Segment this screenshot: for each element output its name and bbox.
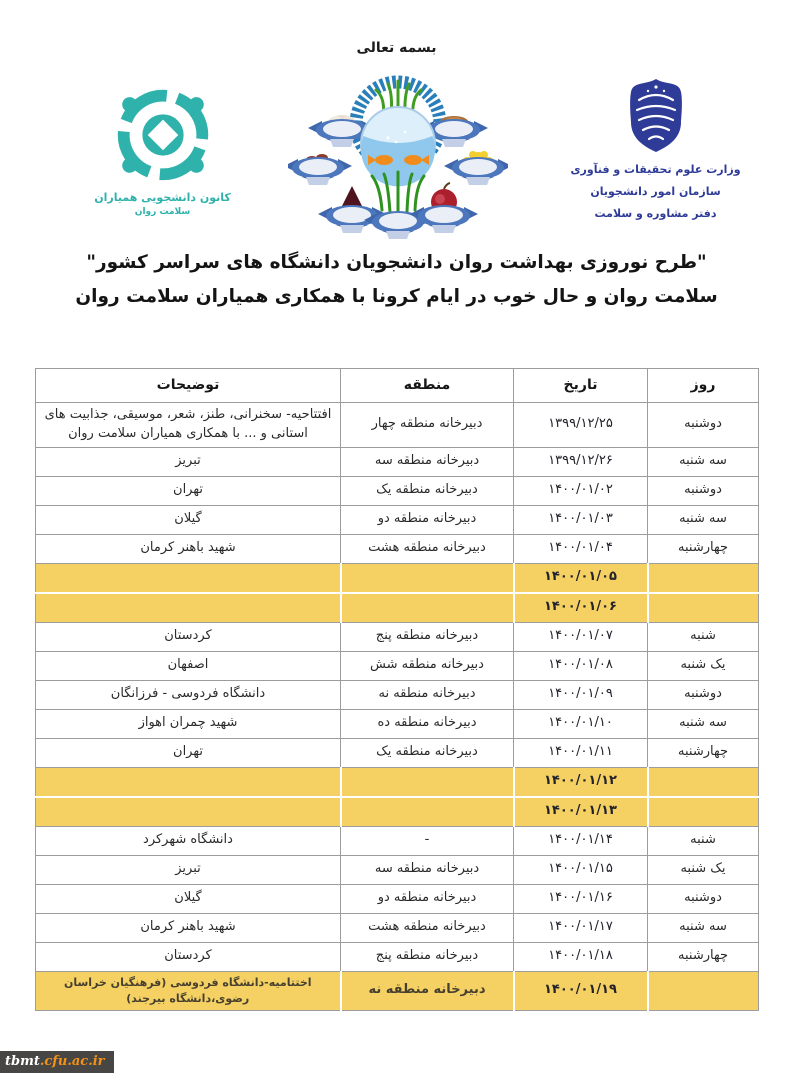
cell-description: گیلان bbox=[36, 505, 341, 534]
cell-description bbox=[36, 593, 341, 623]
cell-region bbox=[341, 563, 514, 593]
table-row bbox=[36, 767, 759, 797]
site-watermark bbox=[0, 1051, 114, 1073]
table-row bbox=[36, 593, 759, 623]
hamyaran-logo-title: کانون دانشجویی همیاران bbox=[94, 191, 231, 204]
cell-date: ۱۴۰۰/۰۱/۱۶ bbox=[514, 884, 648, 913]
table-row bbox=[36, 709, 759, 738]
title-line-1: "طرح نوروزی بهداشت روان دانشجویان دانشگاه های سراسر کشور" bbox=[86, 252, 707, 273]
cell-date: ۱۴۰۰/۰۱/۱۷ bbox=[514, 913, 648, 942]
cell-description: تهران bbox=[36, 476, 341, 505]
table-row bbox=[36, 855, 759, 884]
table-row bbox=[36, 651, 759, 680]
cell-region: دبیرخانه منطقه دو bbox=[341, 505, 514, 534]
cell-day: سه شنبه bbox=[648, 913, 759, 942]
cell-date: ۱۴۰۰/۰۱/۱۱ bbox=[514, 738, 648, 767]
cell-date: ۱۴۰۰/۰۱/۱۳ bbox=[514, 797, 648, 827]
cell-date: ۱۴۰۰/۰۱/۰۳ bbox=[514, 505, 648, 534]
cell-region: دبیرخانه منطقه یک bbox=[341, 476, 514, 505]
cell-day: شنبه bbox=[648, 826, 759, 855]
watermark-site-prefix: tbmt bbox=[5, 1054, 40, 1069]
cell-day: سه شنبه bbox=[648, 709, 759, 738]
column-header-description: توضیحات bbox=[36, 369, 341, 403]
hamyaran-logo bbox=[90, 76, 235, 217]
cell-date: ۱۴۰۰/۰۱/۱۲ bbox=[514, 767, 648, 797]
cell-description: گیلان bbox=[36, 884, 341, 913]
table-row bbox=[36, 971, 759, 1010]
cell-day bbox=[648, 563, 759, 593]
cell-region bbox=[341, 593, 514, 623]
cell-region: دبیرخانه منطقه سه bbox=[341, 855, 514, 884]
cell-date: ۱۳۹۹/۱۲/۲۵ bbox=[514, 403, 648, 448]
table-row bbox=[36, 942, 759, 971]
cell-description: افتتاحیه- سخنرانی، طنز، شعر، موسیقی، جذابیت های استانی و ... با همکاری همیاران سلامت روان bbox=[36, 403, 341, 448]
cell-description: اختتامیه-دانشگاه فردوسی (فرهنگیان خراسان رضوی،دانشگاه بیرجند) bbox=[36, 971, 341, 1010]
cell-day: شنبه bbox=[648, 622, 759, 651]
cell-day bbox=[648, 971, 759, 1010]
cell-date: ۱۴۰۰/۰۱/۰۵ bbox=[514, 563, 648, 593]
cell-day bbox=[648, 797, 759, 827]
cell-date: ۱۴۰۰/۰۱/۱۰ bbox=[514, 709, 648, 738]
cell-region: دبیرخانه منطقه شش bbox=[341, 651, 514, 680]
table-row bbox=[36, 826, 759, 855]
cell-date: ۱۴۰۰/۰۱/۱۸ bbox=[514, 942, 648, 971]
table-header-row bbox=[36, 369, 759, 403]
cell-day bbox=[648, 767, 759, 797]
student-affairs-line: سازمان امور دانشجویان bbox=[590, 185, 721, 198]
cell-day: یک شنبه bbox=[648, 855, 759, 884]
cell-day: سه شنبه bbox=[648, 447, 759, 476]
cell-region: دبیرخانه منطقه هشت bbox=[341, 913, 514, 942]
haftsin-illustration-icon bbox=[288, 68, 508, 250]
cell-region: دبیرخانه منطقه دو bbox=[341, 884, 514, 913]
cell-description bbox=[36, 767, 341, 797]
cell-date: ۱۴۰۰/۰۱/۰۴ bbox=[514, 534, 648, 563]
document-title bbox=[0, 252, 793, 307]
cell-description: اصفهان bbox=[36, 651, 341, 680]
cell-day: چهارشنبه bbox=[648, 534, 759, 563]
cell-description: تبریز bbox=[36, 855, 341, 884]
hamyaran-logo-icon bbox=[103, 76, 223, 188]
table-row bbox=[36, 563, 759, 593]
cell-region: دبیرخانه منطقه نه bbox=[341, 971, 514, 1010]
table-row bbox=[36, 505, 759, 534]
cell-description: شهید باهنر کرمان bbox=[36, 534, 341, 563]
ministry-emblem-icon bbox=[623, 76, 689, 154]
cell-region: دبیرخانه منطقه ده bbox=[341, 709, 514, 738]
table-row bbox=[36, 680, 759, 709]
cell-description: شهید چمران اهواز bbox=[36, 709, 341, 738]
cell-day: چهارشنبه bbox=[648, 942, 759, 971]
cell-day: چهارشنبه bbox=[648, 738, 759, 767]
cell-region: - bbox=[341, 826, 514, 855]
hamyaran-logo-subtitle: سلامت روان bbox=[134, 207, 191, 217]
cell-day: دوشنبه bbox=[648, 884, 759, 913]
cell-description: تهران bbox=[36, 738, 341, 767]
schedule-table-body bbox=[36, 403, 759, 1011]
cell-description: تبریز bbox=[36, 447, 341, 476]
table-row bbox=[36, 403, 759, 448]
cell-date: ۱۴۰۰/۰۱/۰۹ bbox=[514, 680, 648, 709]
table-row bbox=[36, 884, 759, 913]
cell-day: دوشنبه bbox=[648, 476, 759, 505]
bismillah-text: بسمه تعالی bbox=[356, 40, 437, 56]
cell-day: دوشنبه bbox=[648, 403, 759, 448]
title-line-2: سلامت روان و حال خوب در ایام کرونا با همکاری همیاران سلامت روان bbox=[75, 286, 718, 307]
table-row bbox=[36, 622, 759, 651]
cell-description: دانشگاه شهرکرد bbox=[36, 826, 341, 855]
cell-date: ۱۴۰۰/۰۱/۰۷ bbox=[514, 622, 648, 651]
cell-region: دبیرخانه منطقه چهار bbox=[341, 403, 514, 448]
cell-date: ۱۴۰۰/۰۱/۱۹ bbox=[514, 971, 648, 1010]
cell-date: ۱۴۰۰/۰۱/۰۲ bbox=[514, 476, 648, 505]
counseling-office-line: دفتر مشاوره و سلامت bbox=[594, 207, 717, 220]
table-row bbox=[36, 738, 759, 767]
table-row bbox=[36, 797, 759, 827]
cell-date: ۱۴۰۰/۰۱/۰۶ bbox=[514, 593, 648, 623]
cell-day: یک شنبه bbox=[648, 651, 759, 680]
cell-description: کردستان bbox=[36, 622, 341, 651]
cell-description: دانشگاه فردوسی - فرزانگان bbox=[36, 680, 341, 709]
cell-date: ۱۴۰۰/۰۱/۱۴ bbox=[514, 826, 648, 855]
cell-description: کردستان bbox=[36, 942, 341, 971]
column-header-region: منطقه bbox=[341, 369, 514, 403]
cell-region bbox=[341, 767, 514, 797]
cell-description bbox=[36, 563, 341, 593]
cell-date: ۱۴۰۰/۰۱/۱۵ bbox=[514, 855, 648, 884]
cell-region: دبیرخانه منطقه پنج bbox=[341, 942, 514, 971]
table-row bbox=[36, 447, 759, 476]
cell-region bbox=[341, 797, 514, 827]
cell-region: دبیرخانه منطقه سه bbox=[341, 447, 514, 476]
column-header-date: تاریخ bbox=[514, 369, 648, 403]
cell-region: دبیرخانه منطقه پنج bbox=[341, 622, 514, 651]
cell-day: دوشنبه bbox=[648, 680, 759, 709]
cell-description: شهید باهنر کرمان bbox=[36, 913, 341, 942]
cell-description bbox=[36, 797, 341, 827]
watermark-site-suffix: .cfu.ac.ir bbox=[39, 1054, 105, 1069]
cell-day: سه شنبه bbox=[648, 505, 759, 534]
schedule-table bbox=[35, 368, 759, 1011]
table-row bbox=[36, 534, 759, 563]
ministry-logo bbox=[568, 76, 743, 220]
cell-day bbox=[648, 593, 759, 623]
haftsin-nowruz-image bbox=[288, 68, 508, 250]
column-header-day: روز bbox=[648, 369, 759, 403]
cell-region: دبیرخانه منطقه نه bbox=[341, 680, 514, 709]
table-row bbox=[36, 476, 759, 505]
cell-date: ۱۳۹۹/۱۲/۲۶ bbox=[514, 447, 648, 476]
cell-date: ۱۴۰۰/۰۱/۰۸ bbox=[514, 651, 648, 680]
cell-region: دبیرخانه منطقه یک bbox=[341, 738, 514, 767]
ministry-name-line: وزارت علوم تحقیقات و فنآوری bbox=[570, 163, 741, 176]
table-row bbox=[36, 913, 759, 942]
cell-region: دبیرخانه منطقه هشت bbox=[341, 534, 514, 563]
